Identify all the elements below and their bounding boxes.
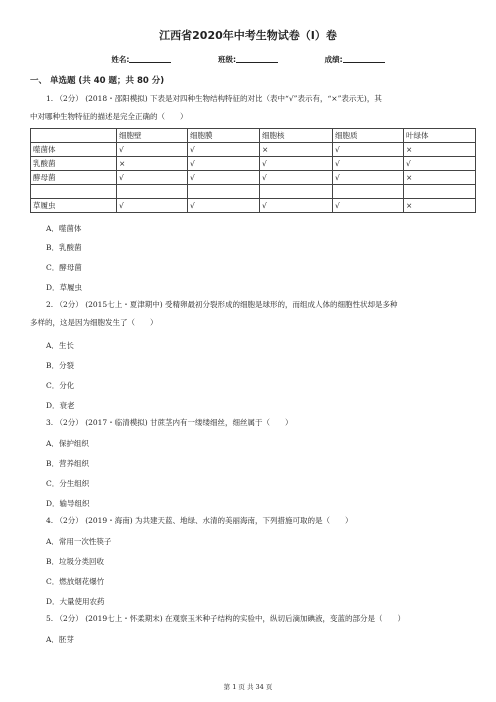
- table-header-cell: 细胞壁: [117, 129, 188, 143]
- table-cell: √: [333, 143, 404, 157]
- table-header-cell: 细胞膜: [188, 129, 260, 143]
- section-heading: 一、 单选题 (共 40 题；共 80 分): [30, 76, 165, 86]
- q4-option-b: B．垃圾分类回收: [46, 557, 105, 566]
- table-cell: √: [117, 143, 188, 157]
- score-blank: [343, 54, 385, 63]
- table-row: [31, 157, 476, 171]
- q1-option-c: C．酵母菌: [46, 263, 82, 272]
- q3-option-d: D．输导组织: [46, 499, 90, 508]
- q4-option-d: D．大量使用农药: [46, 597, 105, 606]
- table-cell: √: [333, 199, 404, 213]
- q1-option-b: B．乳酸菌: [46, 243, 82, 252]
- table-cell: 酵母菌: [31, 171, 117, 185]
- q1-option-d: D．草履虫: [46, 283, 83, 292]
- student-info-row: [0, 54, 496, 65]
- table-cell: √: [404, 157, 476, 171]
- table-header-row: [31, 129, 476, 143]
- q3-option-c: C．分生组织: [46, 479, 90, 488]
- table-cell: [31, 185, 117, 199]
- table-row: [31, 199, 476, 213]
- class-field: 班级:: [218, 54, 278, 65]
- table-cell: ×: [404, 143, 476, 157]
- table-row: [31, 185, 476, 199]
- table-cell: √: [117, 171, 188, 185]
- page-footer: 第 1 页 共 34 页: [223, 683, 273, 691]
- question-5-line1: 5. （2分） (2019七上・怀柔期末) 在观察玉米种子结构的实验中，纵切后滴加碘液，变蓝的部分是（ ）: [46, 614, 406, 623]
- q5-option-a: A．胚芽: [46, 635, 74, 644]
- table-cell: 乳酸菌: [31, 157, 117, 171]
- question-3-line1: 3. （2分） (2017・临清模拟) 甘蔗茎内有一缕缕细丝，细丝属于（ ）: [46, 418, 293, 427]
- table-cell: ×: [260, 143, 333, 157]
- score-field: 成绩:: [325, 54, 385, 65]
- question-2-line2: 多样的，这是因为细胞发生了（ ）: [30, 318, 158, 327]
- table-cell: [260, 185, 333, 199]
- table-header-cell: 细胞核: [260, 129, 333, 143]
- name-field: 姓名:: [111, 54, 171, 65]
- table-cell: √: [333, 157, 404, 171]
- name-blank: [129, 54, 171, 63]
- table-cell: √: [188, 171, 260, 185]
- table-cell: √: [188, 199, 260, 213]
- table-cell: √: [117, 199, 188, 213]
- q3-option-a: A．保护组织: [46, 439, 89, 448]
- q2-option-d: D．衰老: [46, 401, 75, 410]
- q2-option-c: C．分化: [46, 381, 75, 390]
- table-cell: [404, 185, 476, 199]
- table-cell: √: [188, 157, 260, 171]
- q3-option-b: B．营养组织: [46, 459, 90, 468]
- table-cell: √: [333, 171, 404, 185]
- question-2-line1: 2. （2分） (2015七上・夏津期中) 受精卵最初分裂形成的细胞是球形的，而组成人体的细胞性状却是多种: [46, 300, 398, 309]
- q2-option-a: A．生长: [46, 341, 74, 350]
- table-cell: 噬菌体: [31, 143, 117, 157]
- table-header-cell: [31, 129, 117, 143]
- table-cell: 草履虫: [31, 199, 117, 213]
- comparison-table: [30, 128, 476, 213]
- class-blank: [236, 54, 278, 63]
- table-row: [31, 143, 476, 157]
- question-5: [30, 610, 475, 628]
- q4-option-a: A．常用一次性筷子: [46, 537, 112, 546]
- question-1-line2: 中对哪种生物特征的描述是完全正确的（ ）: [30, 112, 188, 121]
- question-1-line1: 1. （2分） (2018・邵阳模拟) 下表是对四种生物结构特征的对比（表中“√”表示有，“×”表示无)，其: [46, 94, 382, 103]
- table-cell: [117, 185, 188, 199]
- question-1: [30, 90, 475, 126]
- table-cell: √: [260, 157, 333, 171]
- table-cell: [188, 185, 260, 199]
- question-4-line1: 4. （2分） (2019・海南) 为共建天蓝、地绿、水清的美丽海南，下列措施可取的是（ ）: [46, 516, 353, 525]
- q4-option-c: C．燃放烟花爆竹: [46, 577, 105, 586]
- table-cell: [333, 185, 404, 199]
- table-cell: ×: [404, 171, 476, 185]
- q2-option-b: B．分裂: [46, 361, 75, 370]
- table-cell: ×: [117, 157, 188, 171]
- question-2: [30, 296, 475, 332]
- table-header-cell: 叶绿体: [404, 129, 476, 143]
- question-4: [30, 512, 475, 530]
- q1-option-a: A．噬菌体: [46, 224, 82, 233]
- table-cell: √: [260, 199, 333, 213]
- page-title: 江西省2020年中考生物试卷（I）卷: [159, 29, 337, 42]
- table-cell: ×: [404, 199, 476, 213]
- question-3: [30, 414, 475, 432]
- table-cell: √: [260, 171, 333, 185]
- table-header-cell: 细胞质: [333, 129, 404, 143]
- table-cell: √: [188, 143, 260, 157]
- table-row: [31, 171, 476, 185]
